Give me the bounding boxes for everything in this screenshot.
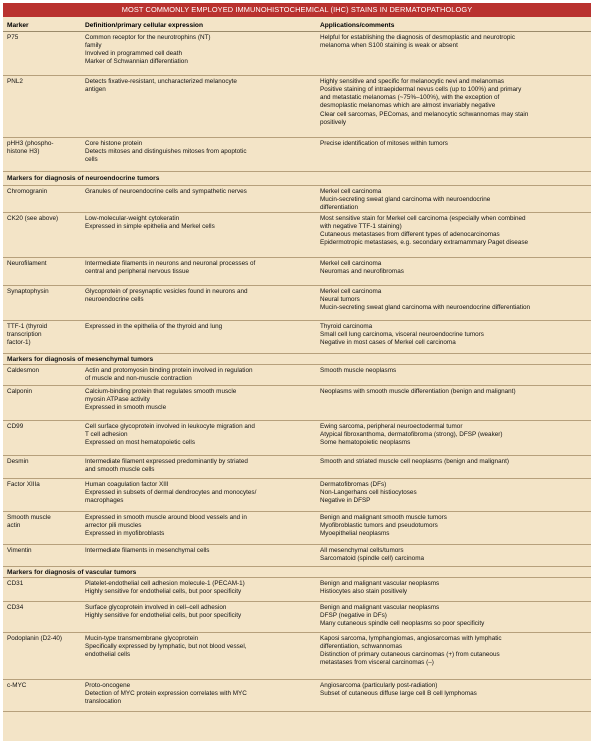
cell-line: translocation bbox=[85, 698, 121, 706]
cell-line: Detects fixative-resistant, uncharacterized melanocyte bbox=[85, 78, 237, 85]
applications-cell bbox=[317, 421, 591, 447]
cell-line: Neuromas and neurofibromas bbox=[320, 268, 404, 276]
marker-cell bbox=[3, 545, 82, 555]
cell-line: Precise identification of mitoses within tumors bbox=[320, 140, 448, 147]
definition-cell bbox=[82, 258, 317, 276]
cell-line: pHH3 (phospho- bbox=[7, 140, 54, 147]
cell-line: P75 bbox=[7, 34, 19, 41]
cell-line: Distinction of primary cutaneous carcinomas (+) from cutaneous bbox=[320, 651, 500, 659]
applications-cell bbox=[317, 512, 591, 538]
cell-line: Mucin-type transmembrane glycoprotein bbox=[85, 635, 199, 642]
cell-line: Myofibroblastic tumors and pseudotumors bbox=[320, 522, 438, 530]
cell-line: Helpful for establishing the diagnosis of desmoplastic and neurotropic bbox=[320, 34, 516, 41]
definition-cell bbox=[82, 578, 317, 596]
table-row bbox=[3, 138, 591, 172]
cell-line: Factor XIIIa bbox=[7, 481, 40, 488]
cell-line: factor-1) bbox=[7, 339, 31, 347]
table-row bbox=[3, 213, 591, 258]
ihc-stains-table bbox=[3, 3, 591, 741]
cell-line: Surface glycoprotein involved in cell–cell adhesion bbox=[85, 604, 227, 611]
marker-cell bbox=[3, 479, 82, 489]
cell-line: neuroendocrine cells bbox=[85, 296, 144, 304]
cell-line: Expressed in smooth muscle around blood vessels and in bbox=[85, 514, 247, 521]
marker-cell bbox=[3, 286, 82, 296]
cell-line: Merkel cell carcinoma bbox=[320, 188, 382, 195]
applications-cell bbox=[317, 680, 591, 698]
applications-cell bbox=[317, 479, 591, 505]
cell-line: Positive staining of intraepidermal nevus cells (up to 100%) and primary bbox=[320, 86, 522, 94]
marker-cell bbox=[3, 258, 82, 268]
cell-line: family bbox=[85, 42, 102, 50]
marker-cell bbox=[3, 138, 82, 156]
cell-line: CK20 (see above) bbox=[7, 215, 59, 222]
applications-cell bbox=[317, 602, 591, 628]
definition-cell bbox=[82, 386, 317, 412]
cell-line: desmoplastic melanomas which are almost invariably negative bbox=[320, 102, 496, 110]
cell-line: Expressed in smooth muscle bbox=[85, 404, 167, 412]
cell-line: All mesenchymal cells/tumors bbox=[320, 547, 404, 554]
definition-cell bbox=[82, 365, 317, 383]
definition-cell bbox=[82, 76, 317, 94]
cell-line: Expressed on most hematopoietic cells bbox=[85, 439, 196, 447]
marker-cell bbox=[3, 365, 82, 375]
table-row bbox=[3, 258, 591, 286]
cell-line: Benign and malignant smooth muscle tumors bbox=[320, 514, 447, 521]
cell-line: histone H3) bbox=[7, 148, 40, 156]
cell-line: Neoplasms with smooth muscle differentiation (benign and malignant) bbox=[320, 388, 516, 395]
cell-line: Expressed in subsets of dermal dendrocytes and monocytes/ bbox=[85, 489, 257, 497]
table-row bbox=[3, 512, 591, 545]
cell-line: Intermediate filament expressed predominantly by striated bbox=[85, 458, 248, 465]
definition-cell bbox=[82, 213, 317, 231]
cell-line: Expressed in myofibroblasts bbox=[85, 530, 165, 538]
cell-line: macrophages bbox=[85, 497, 124, 505]
table-row bbox=[3, 32, 591, 76]
cell-line: central and peripheral nervous tissue bbox=[85, 268, 190, 276]
cell-line: Atypical fibroxanthoma, dermatofibroma (strong), DFSP (weaker) bbox=[320, 431, 503, 439]
cell-line: Low-molecular-weight cytokeratin bbox=[85, 215, 180, 222]
definition-cell bbox=[82, 545, 317, 555]
table-row bbox=[3, 386, 591, 421]
cell-line: Highly sensitive for endothelial cells, but poor specificity bbox=[85, 612, 242, 620]
table-row bbox=[3, 578, 591, 602]
table-row bbox=[3, 456, 591, 479]
cell-line: Benign and malignant vascular neoplasms bbox=[320, 604, 440, 611]
applications-cell bbox=[317, 578, 591, 596]
table-row bbox=[3, 321, 591, 354]
applications-cell bbox=[317, 186, 591, 212]
cell-line: arrector pili muscles bbox=[85, 522, 142, 530]
cell-line: T cell adhesion bbox=[85, 431, 128, 439]
definition-cell bbox=[82, 321, 317, 331]
marker-cell bbox=[3, 321, 82, 347]
cell-line: Specifically expressed by lymphatic, but not blood vessel, bbox=[85, 643, 247, 651]
cell-line: Calponin bbox=[7, 388, 33, 395]
cell-line: Merkel cell carcinoma bbox=[320, 288, 382, 295]
applications-cell bbox=[317, 321, 591, 347]
cell-line: Highly sensitive and specific for melanocytic nevi and melanomas bbox=[320, 78, 505, 85]
cell-line: Neurofilament bbox=[7, 260, 47, 267]
cell-line: Desmin bbox=[7, 458, 29, 465]
cell-line: CD34 bbox=[7, 604, 24, 611]
cell-line: differentiation, schwannomas bbox=[320, 643, 403, 651]
cell-line: Chromogranin bbox=[7, 188, 48, 195]
table-body bbox=[3, 32, 591, 712]
header-applications: Applications/comments bbox=[320, 21, 395, 29]
cell-line: Detection of MYC protein expression correlates with MYC bbox=[85, 690, 247, 698]
table-row bbox=[3, 421, 591, 456]
table-row bbox=[3, 545, 591, 567]
cell-line: and smooth muscle cells bbox=[85, 466, 155, 474]
cell-line: Smooth muscle bbox=[7, 514, 51, 521]
cell-line: Merkel cell carcinoma bbox=[320, 260, 382, 267]
cell-line: PNL2 bbox=[7, 78, 23, 85]
cell-line: Small cell lung carcinoma, visceral neuroendocrine tumors bbox=[320, 331, 484, 339]
header-marker: Marker bbox=[7, 21, 29, 29]
applications-cell bbox=[317, 633, 591, 668]
applications-cell bbox=[317, 386, 591, 396]
marker-cell bbox=[3, 456, 82, 466]
cell-line: Platelet-endothelial cell adhesion molecule-1 (PECAM-1) bbox=[85, 580, 245, 587]
cell-line: Podoplanin (D2-40) bbox=[7, 635, 63, 642]
cell-line: c-MYC bbox=[7, 682, 27, 689]
table-row bbox=[3, 286, 591, 321]
definition-cell bbox=[82, 138, 317, 164]
table-row bbox=[3, 365, 591, 386]
cell-line: Detects mitoses and distinguishes mitoses from apoptotic bbox=[85, 148, 247, 156]
cell-line: Common receptor for the neurotrophins (NT) bbox=[85, 34, 211, 41]
definition-cell bbox=[82, 680, 317, 706]
cell-line: Intermediate filaments in mesenchymal cells bbox=[85, 547, 210, 554]
table-row bbox=[3, 602, 591, 633]
cell-line: Granules of neuroendocrine cells and sympathetic nerves bbox=[85, 188, 247, 195]
marker-cell bbox=[3, 76, 82, 86]
section-header: Markers for diagnosis of neuroendocrine tumors bbox=[3, 172, 591, 186]
cell-line: Some hematopoietic neoplasms bbox=[320, 439, 411, 447]
section-header: Markers for diagnosis of vascular tumors bbox=[3, 567, 591, 578]
cell-line: melanoma when S100 staining is weak or absent bbox=[320, 42, 458, 50]
cell-line: endothelial cells bbox=[85, 651, 131, 659]
cell-line: Expressed in simple epithelia and Merkel cells bbox=[85, 223, 215, 231]
cell-line: Expressed in the epithelia of the thyroid and lung bbox=[85, 323, 223, 330]
cell-line: Cutaneous metastases from different types of adenocarcinomas bbox=[320, 231, 500, 239]
definition-cell bbox=[82, 456, 317, 474]
cell-line: and metastatic melanomas (~75%–100%), with the exception of bbox=[320, 94, 500, 102]
cell-line: Synaptophysin bbox=[7, 288, 49, 295]
applications-cell bbox=[317, 545, 591, 563]
cell-line: Kaposi sarcoma, lymphangiomas, angiosarcomas with lymphatic bbox=[320, 635, 502, 642]
definition-cell bbox=[82, 633, 317, 659]
cell-line: CD31 bbox=[7, 580, 24, 587]
cell-line: Marker of Schwannian differentiation bbox=[85, 58, 188, 66]
cell-line: Clear cell sarcomas, PEComas, and melanocytic schwannomas may stain bbox=[320, 110, 529, 118]
marker-cell bbox=[3, 602, 82, 612]
cell-line: Mucin-secreting sweat gland carcinoma with neuroendocrine bbox=[320, 196, 491, 204]
cell-line: Cell surface glycoprotein involved in leukocyte migration and bbox=[85, 423, 255, 430]
cell-line: Highly sensitive for endothelial cells, but poor specificity bbox=[85, 588, 242, 596]
applications-cell bbox=[317, 76, 591, 127]
cell-line: Actin and protomyosin binding protein involved in regulation bbox=[85, 367, 253, 374]
marker-cell bbox=[3, 421, 82, 431]
cell-line: positively bbox=[320, 118, 347, 126]
cell-line: Smooth muscle neoplasms bbox=[320, 367, 397, 374]
definition-cell bbox=[82, 512, 317, 538]
cell-line: Histiocytes also stain positively bbox=[320, 588, 408, 596]
cell-line: Intermediate filaments in neurons and neuronal processes of bbox=[85, 260, 256, 267]
cell-line: transcription bbox=[7, 331, 42, 339]
marker-cell bbox=[3, 680, 82, 690]
table-row bbox=[3, 633, 591, 680]
applications-cell bbox=[317, 456, 591, 466]
applications-cell bbox=[317, 258, 591, 276]
header-row bbox=[3, 17, 591, 32]
cell-line: Thyroid carcinoma bbox=[320, 323, 373, 330]
cell-line: Negative in most cases of Merkel cell carcinoma bbox=[320, 339, 456, 347]
cell-line: Human coagulation factor XIII bbox=[85, 481, 169, 488]
definition-cell bbox=[82, 421, 317, 447]
section-header: Markers for diagnosis of mesenchymal tumors bbox=[3, 354, 591, 365]
cell-line: Dermatofibromas (DFs) bbox=[320, 481, 387, 488]
cell-line: Non-Langerhans cell histiocytoses bbox=[320, 489, 417, 497]
cell-line: Sarcomatoid (spindle cell) carcinoma bbox=[320, 555, 425, 563]
cell-line: actin bbox=[7, 522, 21, 530]
marker-cell bbox=[3, 578, 82, 588]
marker-cell bbox=[3, 213, 82, 223]
cell-line: Most sensitive stain for Merkel cell carcinoma (especially when combined bbox=[320, 215, 526, 222]
cell-line: Neural tumors bbox=[320, 296, 360, 304]
definition-cell bbox=[82, 186, 317, 196]
cell-line: cells bbox=[85, 156, 98, 164]
marker-cell bbox=[3, 32, 82, 42]
definition-cell bbox=[82, 602, 317, 620]
cell-line: Benign and malignant vascular neoplasms bbox=[320, 580, 440, 587]
applications-cell bbox=[317, 213, 591, 248]
applications-cell bbox=[317, 138, 591, 148]
applications-cell bbox=[317, 32, 591, 50]
cell-line: antigen bbox=[85, 86, 106, 94]
cell-line: Smooth and striated muscle cell neoplasms (benign and malignant) bbox=[320, 458, 510, 465]
cell-line: Vimentin bbox=[7, 547, 32, 554]
table-row bbox=[3, 479, 591, 512]
cell-line: CD99 bbox=[7, 423, 24, 430]
table-title: MOST COMMONLY EMPLOYED IMMUNOHISTOCHEMICAL (IHC) STAINS IN DERMATOPATHOLOGY bbox=[3, 3, 591, 17]
cell-line: metastases from visceral carcinomas (–) bbox=[320, 659, 434, 667]
cell-line: DFSP (negative in DFs) bbox=[320, 612, 387, 620]
cell-line: Ewing sarcoma, peripheral neuroectodermal tumor bbox=[320, 423, 463, 430]
cell-line: myosin ATPase activity bbox=[85, 396, 150, 404]
cell-line: Negative in DFSP bbox=[320, 497, 371, 505]
cell-line: Mucin-secreting sweat gland carcinoma with neuroendocrine differentiation bbox=[320, 304, 531, 312]
definition-cell bbox=[82, 32, 317, 67]
cell-line: with negative TTF-1 staining) bbox=[320, 223, 402, 231]
cell-line: TTF-1 (thyroid bbox=[7, 323, 48, 330]
table-row bbox=[3, 186, 591, 213]
applications-cell bbox=[317, 286, 591, 312]
header-definition: Definition/primary cellular expression bbox=[85, 21, 203, 29]
cell-line: Angiosarcoma (particularly post-radiation) bbox=[320, 682, 438, 689]
cell-line: Involved in programmed cell death bbox=[85, 50, 182, 58]
cell-line: Core histone protein bbox=[85, 140, 143, 147]
applications-cell bbox=[317, 365, 591, 375]
cell-line: Subset of cutaneous diffuse large cell B cell lymphomas bbox=[320, 690, 477, 698]
cell-line: Calcium-binding protein that regulates smooth muscle bbox=[85, 388, 237, 395]
cell-line: Caldesmon bbox=[7, 367, 40, 374]
cell-line: Myoepithelial neoplasms bbox=[320, 530, 390, 538]
cell-line: of muscle and non-muscle contraction bbox=[85, 375, 192, 383]
cell-line: Epidermotropic metastases, e.g. secondary extramammary Paget disease bbox=[320, 239, 529, 247]
definition-cell bbox=[82, 479, 317, 505]
marker-cell bbox=[3, 386, 82, 396]
cell-line: Many cutaneous spindle cell neoplasms so poor specificity bbox=[320, 620, 485, 628]
table-row bbox=[3, 680, 591, 712]
definition-cell bbox=[82, 286, 317, 304]
table-row bbox=[3, 76, 591, 138]
cell-line: Glycoprotein of presynaptic vesicles found in neurons and bbox=[85, 288, 248, 295]
cell-line: Proto-oncogene bbox=[85, 682, 131, 689]
marker-cell bbox=[3, 633, 82, 643]
cell-line: differentiation bbox=[320, 204, 358, 212]
marker-cell bbox=[3, 512, 82, 530]
marker-cell bbox=[3, 186, 82, 196]
